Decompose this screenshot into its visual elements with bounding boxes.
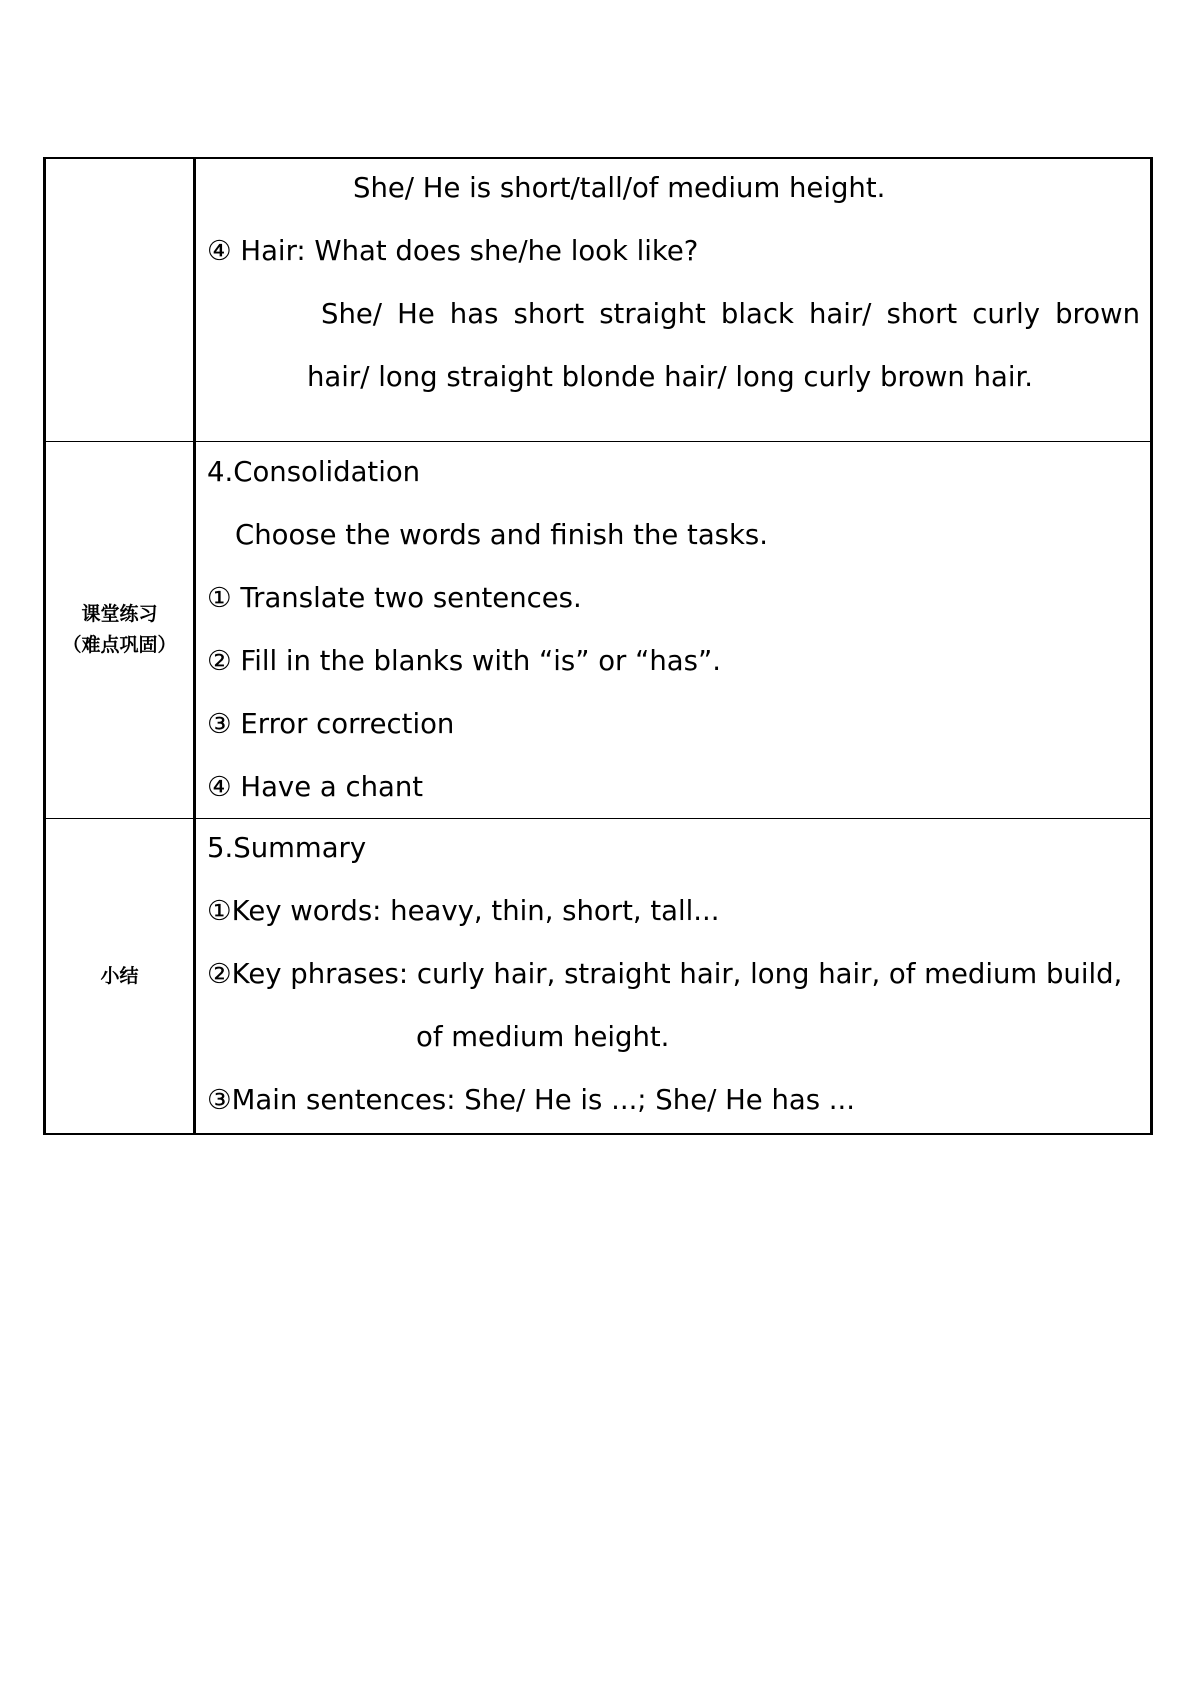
task-item-2: ② Fill in the blanks with “is” or “has”. [207,645,721,677]
lesson-plan-table [43,157,1153,1135]
task-instruction: Choose the words and finish the tasks. [235,519,769,551]
hair-answer-line-2: hair/ long straight blonde hair/ long curly brown hair. [307,361,1034,393]
hair-question-line: ④ Hair: What does she/he look like? [207,235,699,267]
table-row-summary [46,818,1150,1133]
summary-key-phrases: ②Key phrases: curly hair, straight hair, long hair, of medium build, [207,958,1123,990]
section-heading-consolidation: 4.Consolidation [207,456,421,488]
row-content [196,819,1150,1133]
hair-answer-line-1: She/ He has short straight black hair/ short curly brown [321,298,1140,330]
summary-main-sentences: ③Main sentences: She/ He is ...; She/ He has ... [207,1084,856,1116]
label-line-summary: 小结 [100,964,139,987]
summary-key-phrases-cont: of medium height. [416,1021,670,1053]
label-line-consolidation: （难点巩固） [62,634,177,656]
task-item-4: ④ Have a chant [207,771,424,803]
row-content [196,159,1150,441]
height-answer-line: She/ He is short/tall/of medium height. [353,172,886,204]
row-label-summary [46,819,196,1133]
table-row-practice [46,441,1150,818]
table-row-description [46,159,1150,441]
summary-key-words: ①Key words: heavy, thin, short, tall... [207,895,720,927]
task-item-1: ① Translate two sentences. [207,582,582,614]
row-content [196,442,1150,818]
row-label-practice [46,442,196,818]
label-line-practice: 课堂练习 [81,603,158,625]
section-heading-summary: 5.Summary [207,832,367,864]
row-label-empty [46,159,196,441]
task-item-3: ③ Error correction [207,708,455,740]
